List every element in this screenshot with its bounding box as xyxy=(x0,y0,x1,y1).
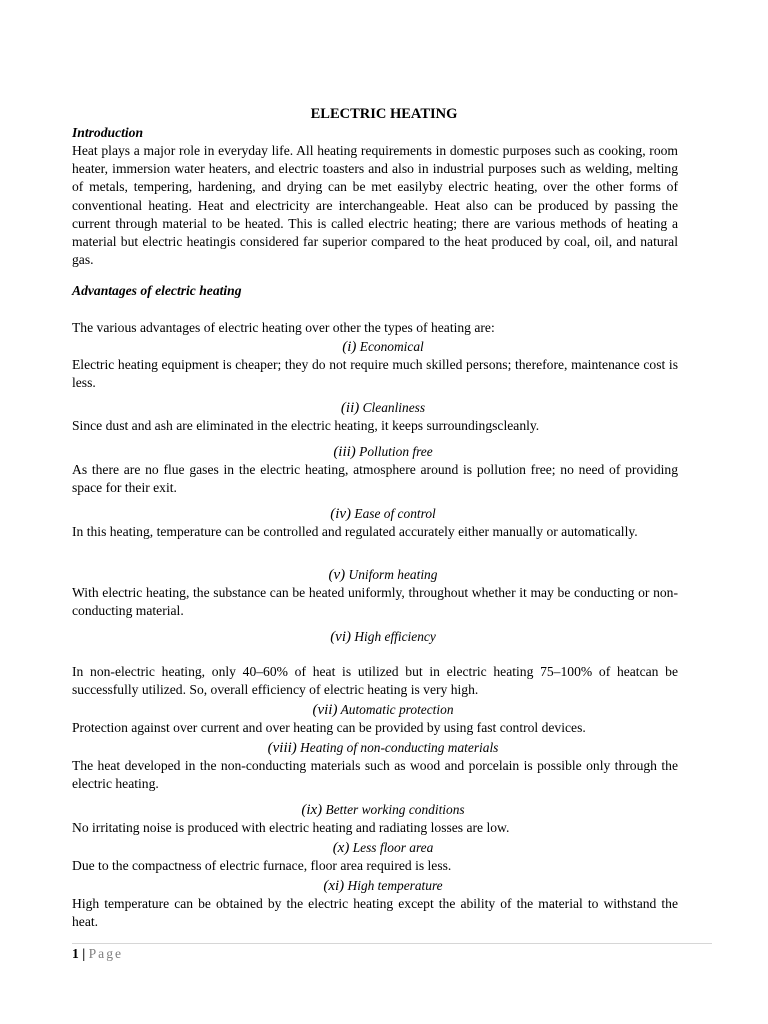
item-text-less-floor-area: Due to the compactness of electric furnace, floor area required is less. xyxy=(72,858,452,873)
item-title: High efficiency xyxy=(354,629,436,644)
item-number: (ix) xyxy=(301,802,323,818)
item-heading-less-floor-area xyxy=(72,839,694,857)
item-title: Better working conditions xyxy=(325,802,465,817)
item-heading-better-working-conditions xyxy=(72,801,694,819)
item-text-economical: Electric heating equipment is cheaper; they do not require much skilled persons; therefore, maintenance cost is less. xyxy=(72,357,678,391)
item-title: Cleanliness xyxy=(362,400,426,415)
item-text-cleanliness: Since dust and ash are eliminated in the electric heating, it keeps surroundingscleanly. xyxy=(72,418,540,433)
item-text-high-efficiency: In non-electric heating, only 40–60% of heat is utilized but in electric heating 75–100% of heatcan be successfully utilized. So, overall efficiency of electric heating is very high. xyxy=(72,664,678,698)
item-text-uniform-heating: With electric heating, the substance can be heated uniformly, throughout whether it may be conducting or non-conducting material. xyxy=(72,585,678,619)
item-title: Uniform heating xyxy=(348,567,438,582)
item-text-non-conducting-materials: The heat developed in the non-conducting materials such as wood and porcelain is possible only through the electric heating. xyxy=(72,758,678,792)
item-text-ease-of-control: In this heating, temperature can be controlled and regulated accurately either manually or automatically. xyxy=(72,524,638,539)
item-title: Heating of non-conducting materials xyxy=(300,740,499,755)
item-number: (vii) xyxy=(312,702,338,718)
item-heading-uniform-heating xyxy=(72,566,694,584)
item-heading-economical xyxy=(72,338,694,356)
document-title: ELECTRIC HEATING xyxy=(310,106,458,122)
item-number: (iii) xyxy=(333,444,356,460)
page-number: 1 xyxy=(72,946,79,961)
item-number: (x) xyxy=(332,840,350,856)
item-title: High temperature xyxy=(347,878,443,893)
item-title: Automatic protection xyxy=(340,702,454,717)
item-heading-high-temperature xyxy=(72,877,694,895)
item-number: (i) xyxy=(342,339,357,355)
introduction-paragraph: Heat plays a major role in everyday life. All heating requirements in domestic purposes such as cooking, room heater, immersion water heaters, and electric toasters and also in industrial purposes such as welding, melting of metals, tempering, hardening, and drying can be met easilyby electric heating, over the other forms of conventional heating. Heat and electricity are interchangeable. Heat also can be produced by passing the current through material to be heated. This is called electric heating; there are various methods of heating a material but electric heatingis considered far superior compared to the heat produced by coal, oil, and natural gas. xyxy=(72,143,678,268)
item-number: (xi) xyxy=(323,878,345,894)
footer-separator: | xyxy=(82,946,86,961)
item-heading-ease-of-control xyxy=(72,505,694,523)
item-number: (v) xyxy=(328,567,346,583)
advantages-heading: Advantages of electric heating xyxy=(72,283,242,298)
item-title: Ease of control xyxy=(354,506,436,521)
item-heading-cleanliness xyxy=(72,399,694,417)
item-heading-pollution-free xyxy=(72,443,694,461)
footer-divider xyxy=(72,943,712,944)
item-number: (viii) xyxy=(267,740,297,756)
advantages-intro: The various advantages of electric heating over other the types of heating are: xyxy=(72,320,495,335)
introduction-heading: Introduction xyxy=(72,125,144,140)
item-number: (iv) xyxy=(330,506,352,522)
item-text-high-temperature: High temperature can be obtained by the electric heating except the ability of the material to withstand the heat. xyxy=(72,896,678,930)
item-heading-non-conducting-materials xyxy=(72,739,694,757)
item-title: Pollution free xyxy=(359,444,433,459)
page-footer xyxy=(72,945,123,963)
item-text-automatic-protection: Protection against over current and over heating can be provided by using fast control devices. xyxy=(72,720,586,735)
item-text-better-working-conditions: No irritating noise is produced with electric heating and radiating losses are low. xyxy=(72,820,510,835)
item-title: Economical xyxy=(359,339,424,354)
item-number: (vi) xyxy=(330,629,352,645)
item-text-pollution-free: As there are no flue gases in the electric heating, atmosphere around is pollution free; no need of providing space for their exit. xyxy=(72,462,678,496)
item-title: Less floor area xyxy=(352,840,434,855)
item-heading-automatic-protection xyxy=(72,701,694,719)
item-heading-high-efficiency xyxy=(72,628,694,646)
item-number: (ii) xyxy=(340,400,360,416)
page-label: Page xyxy=(88,946,124,961)
